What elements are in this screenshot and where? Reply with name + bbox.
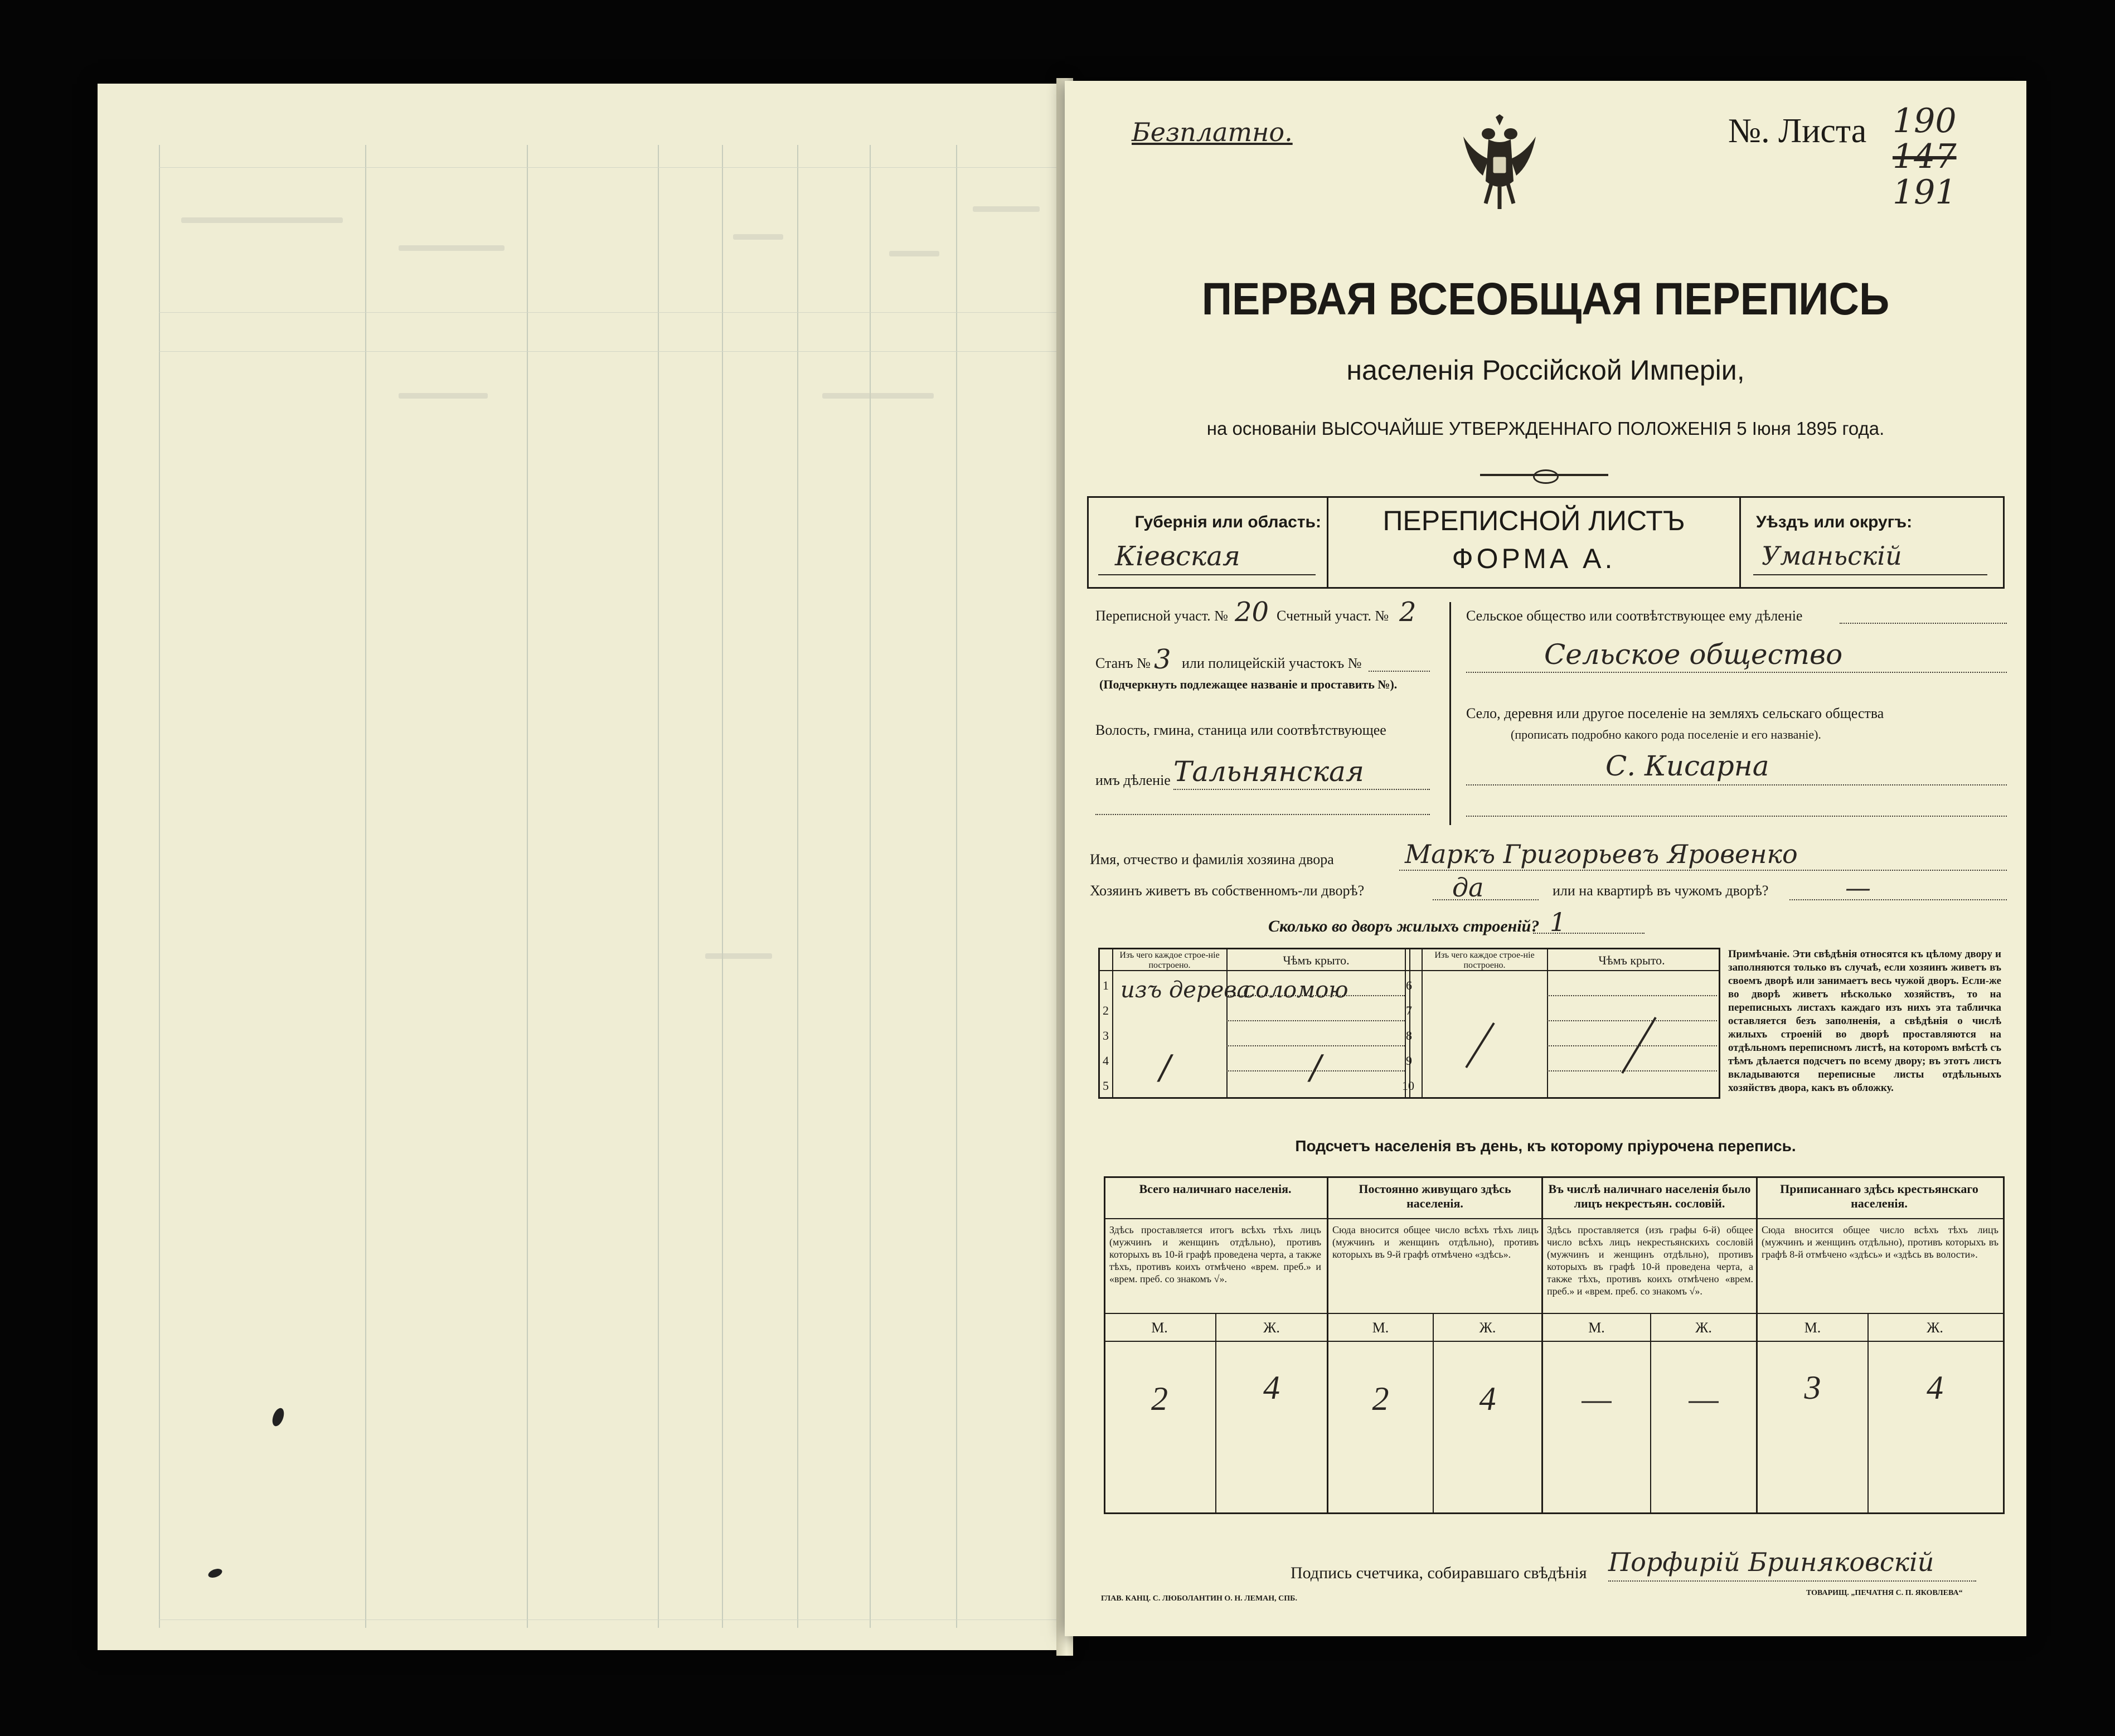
buildings-header-roof-2: Чѣмъ крыто. <box>1598 953 1665 967</box>
pop-col3-desc: Здѣсь проставляется (изъ графы 6-й) общее число всѣхъ лицъ некрестьянскихъ сословій (мужчинъ и женщинъ отдѣльно), противъ которыхъ въ графѣ 10-й проведена черта, а также тѣхъ, противъ коихъ отмѣчено «врем. преб.» и «врем. преб. со знакомъ √». <box>1547 1224 1753 1297</box>
counting-district-label: Счетный участ. № <box>1277 608 1389 624</box>
pop-col1-desc: Здѣсь проставляется итогъ всѣхъ тѣхъ лицъ (мужчинъ и женщинъ отдѣльно), противъ которыхъ въ 10-й графѣ проведена черта, а также тѣхъ, противъ коихъ отмѣчено «врем. преб.» и «врем. преб. со знакомъ √». <box>1109 1224 1321 1284</box>
pop-peasant-f: 4 <box>1927 1369 1943 1406</box>
owner-value: Маркъ Григорьевъ Яровенко <box>1405 839 1798 869</box>
row-number: 4 <box>1103 1054 1109 1068</box>
pop-m-label: М. <box>1804 1320 1821 1336</box>
pop-permanent-m: 2 <box>1372 1380 1389 1417</box>
population-table-title: Подсчетъ населенія въ день, къ которому пріурочена перепись. <box>1295 1137 1796 1155</box>
pop-f-label: Ж. <box>1263 1320 1280 1336</box>
vertical-divider <box>1449 602 1451 825</box>
stan-value: 3 <box>1154 644 1171 675</box>
census-form-page <box>1065 81 2026 1636</box>
society-value: Сельское общество <box>1544 638 1843 671</box>
ghost-text <box>399 245 505 251</box>
sheet-number-annotations <box>1893 101 1957 212</box>
buildings-value: 1 <box>1550 907 1566 937</box>
ghost-column-line <box>365 145 366 1628</box>
footer-left: ГЛАВ. КАНЦ. С. ЛЮБОЛАНТИН О. Н. ЛЕМАН, СПБ. <box>1101 1594 1297 1603</box>
ghost-column-line <box>658 145 659 1628</box>
village-label: Село, деревня или другое поселеніе на земляхъ сельскаго общества <box>1466 705 1884 721</box>
form-title-line1: ПЕРЕПИСНОЙ ЛИСТЪ <box>1382 505 1685 536</box>
row-number: 2 <box>1103 1003 1109 1017</box>
sheet-number-label: №. Листа <box>1728 112 1867 150</box>
pop-peasant-m: 3 <box>1804 1369 1821 1406</box>
own-yard-value: да <box>1452 872 1484 903</box>
pop-total-f: 4 <box>1263 1369 1280 1406</box>
building-roof-value: соломою <box>1243 977 1348 1003</box>
ornament-divider-center <box>1533 469 1559 484</box>
ghost-text <box>889 251 939 256</box>
row-number: 9 <box>1406 1054 1412 1068</box>
ghost-column-line <box>956 145 957 1628</box>
ghost-row-line <box>159 167 1056 168</box>
buildings-header-roof: Чѣмъ крыто. <box>1283 953 1350 967</box>
pop-col4-header: Приписаннаго здѣсь крестьянскаго населенія. <box>1780 1182 1978 1210</box>
district-label: Уѣздъ или округъ: <box>1756 513 1913 531</box>
ghost-column-line <box>527 145 528 1628</box>
building-material-dash: / <box>1160 1048 1171 1087</box>
pop-m-label: М. <box>1151 1320 1168 1336</box>
ghost-row-line <box>159 351 1056 352</box>
pop-f-label: Ж. <box>1479 1320 1496 1336</box>
strike-through-marks <box>1455 1012 1689 1079</box>
pop-nonpeasant-f: — <box>1689 1380 1719 1417</box>
owner-label: Имя, отчество и фамилія хозяина двора <box>1090 851 1334 867</box>
row-number: 1 <box>1103 978 1109 992</box>
province-label: Губернія или область: <box>1134 513 1321 531</box>
left-page <box>98 84 1065 1650</box>
stan-note: (Подчеркнуть подлежащее названіе и проставить №). <box>1099 677 1398 691</box>
ghost-text <box>822 393 934 399</box>
building-roof-dash: / <box>1310 1048 1322 1087</box>
row-number: 6 <box>1406 978 1412 992</box>
volost-value: Тальнянская <box>1173 755 1364 788</box>
ghost-row-line <box>159 1619 1056 1620</box>
pop-col2-header: Постоянно живущаго здѣсь населенія. <box>1359 1182 1511 1210</box>
pop-m-label: М. <box>1588 1320 1605 1336</box>
province-value: Кіевская <box>1115 541 1240 572</box>
ghost-column-line <box>722 145 723 1628</box>
ghost-text <box>733 234 783 240</box>
row-number: 8 <box>1406 1029 1412 1042</box>
sheet-number-190: 190 <box>1893 101 1957 140</box>
row-number: 5 <box>1103 1079 1109 1093</box>
volost-label: Волость, гмина, станица или соотвѣтствующее <box>1095 722 1386 738</box>
pop-col1-header: Всего наличнаго населенія. <box>1139 1182 1292 1196</box>
stan-alt-label: или полицейскій участокъ № <box>1182 655 1362 671</box>
building-material-value: изъ дерева <box>1120 977 1250 1003</box>
census-district-value: 20 <box>1235 597 1269 628</box>
rented-label: или на квартирѣ въ чужомъ дворѣ? <box>1553 882 1769 899</box>
pop-f-label: Ж. <box>1927 1320 1943 1336</box>
ink-blot <box>270 1407 287 1428</box>
form-title-line2: ФОРМА А. <box>1452 543 1616 574</box>
ghost-row-line <box>159 312 1056 313</box>
ink-blot <box>207 1567 223 1579</box>
pop-f-label: Ж. <box>1695 1320 1712 1336</box>
society-label: Сельское общество или соотвѣтствующее ему дѣленіе <box>1466 608 1803 624</box>
row-number: 10 <box>1402 1079 1414 1093</box>
ghost-column-line <box>797 145 798 1628</box>
footer-right: ТОВАРИЩ. „ПЕЧАТНЯ С. П. ЯКОВЛЕВА“ <box>1806 1589 1963 1597</box>
pop-permanent-f: 4 <box>1479 1380 1496 1417</box>
ghost-text <box>973 206 1040 212</box>
rented-value: — <box>1845 872 1871 903</box>
census-district-label: Переписной участ. № <box>1095 608 1228 624</box>
pop-total-m: 2 <box>1151 1380 1168 1417</box>
ghost-text <box>705 953 772 959</box>
pop-col3-header: Въ числѣ наличнаго населенія было лицъ некрестьян. сословій. <box>1548 1182 1751 1210</box>
volost-label-2: имъ дѣленіе <box>1095 772 1171 788</box>
ghost-column-line <box>870 145 871 1628</box>
own-yard-label: Хозяинъ живетъ въ собственномъ-ли дворѣ? <box>1090 882 1365 899</box>
ghost-text <box>181 217 343 223</box>
village-note: (прописать подробно какого рода поселеніе и его названіе). <box>1511 728 1821 741</box>
subtitle: населенія Россійской Имперіи, <box>1346 355 1745 386</box>
free-label: Безплатно. <box>1132 117 1293 147</box>
ghost-column-line <box>159 145 160 1628</box>
sheet-number-191: 191 <box>1893 173 1957 212</box>
buildings-label: Сколько во дворъ жилыхъ строеній? <box>1268 917 1540 935</box>
buildings-header-material: Изъ чего каждое строе-ніе построено. <box>1119 951 1220 970</box>
pop-nonpeasant-m: — <box>1582 1380 1612 1417</box>
basis-line: на основаніи ВЫСОЧАЙШЕ УТВЕРЖДЕННАГО ПОЛОЖЕНІЯ 5 Іюня 1895 года. <box>1206 418 1885 439</box>
signature-value: Порфирій Бриняковскій <box>1608 1547 1934 1577</box>
sheet-number-147: 147 <box>1893 137 1957 176</box>
signature-label: Подпись счетчика, собиравшаго свѣдѣнія <box>1291 1564 1587 1582</box>
pop-col4-desc: Сюда вносится общее число всѣхъ тѣхъ лицъ (мужчинъ и женщинъ отдѣльно), противъ которыхъ въ графѣ 8-й отмѣчено «здѣсь» и «здѣсь въ волости». <box>1762 1224 1998 1260</box>
buildings-note: Примѣчаніе. Эти свѣдѣнія относятся къ цѣлому двору и заполняются только въ случаѣ, если хозяинъ живетъ въ своемъ дворѣ или занимаетъ весь чужой дворъ. Если-же во дворѣ живетъ нѣсколько хозяйствъ, то на переписныхъ листахъ каждаго изъ нихъ эта табличка оставляется безъ заполненія, а свѣдѣнія о числѣ жилыхъ строеній во дворѣ проставляются на отдѣльномъ переписномъ листѣ, на которомъ вмѣстѣ съ тѣмъ дѣлается подсчетъ по всему двору; въ этотъ листъ вкладываются переписные листы отдѣльныхъ хозяйствъ двора, какъ въ обложку. <box>1728 948 2001 1094</box>
main-title: ПЕРВАЯ ВСЕОБЩАЯ ПЕРЕПИСЬ <box>1201 274 1890 324</box>
buildings-header-material-2: Изъ чего каждое строе-ніе построено. <box>1434 951 1535 970</box>
pop-col2-desc: Сюда вносится общее число всѣхъ тѣхъ лицъ (мужчинъ и женщинъ отдѣльно), противъ которыхъ въ 9-й графѣ отмѣчено «здѣсь». <box>1332 1224 1539 1260</box>
stan-label: Станъ № <box>1095 655 1151 671</box>
village-value: С. Кисарна <box>1605 750 1769 782</box>
ghost-text <box>399 393 488 399</box>
row-number: 3 <box>1103 1029 1109 1042</box>
counting-district-value: 2 <box>1399 597 1417 628</box>
pop-m-label: М. <box>1372 1320 1389 1336</box>
double-headed-eagle-emblem <box>1458 114 1541 212</box>
row-number: 7 <box>1406 1003 1412 1017</box>
district-value: Уманьскій <box>1762 541 1902 571</box>
